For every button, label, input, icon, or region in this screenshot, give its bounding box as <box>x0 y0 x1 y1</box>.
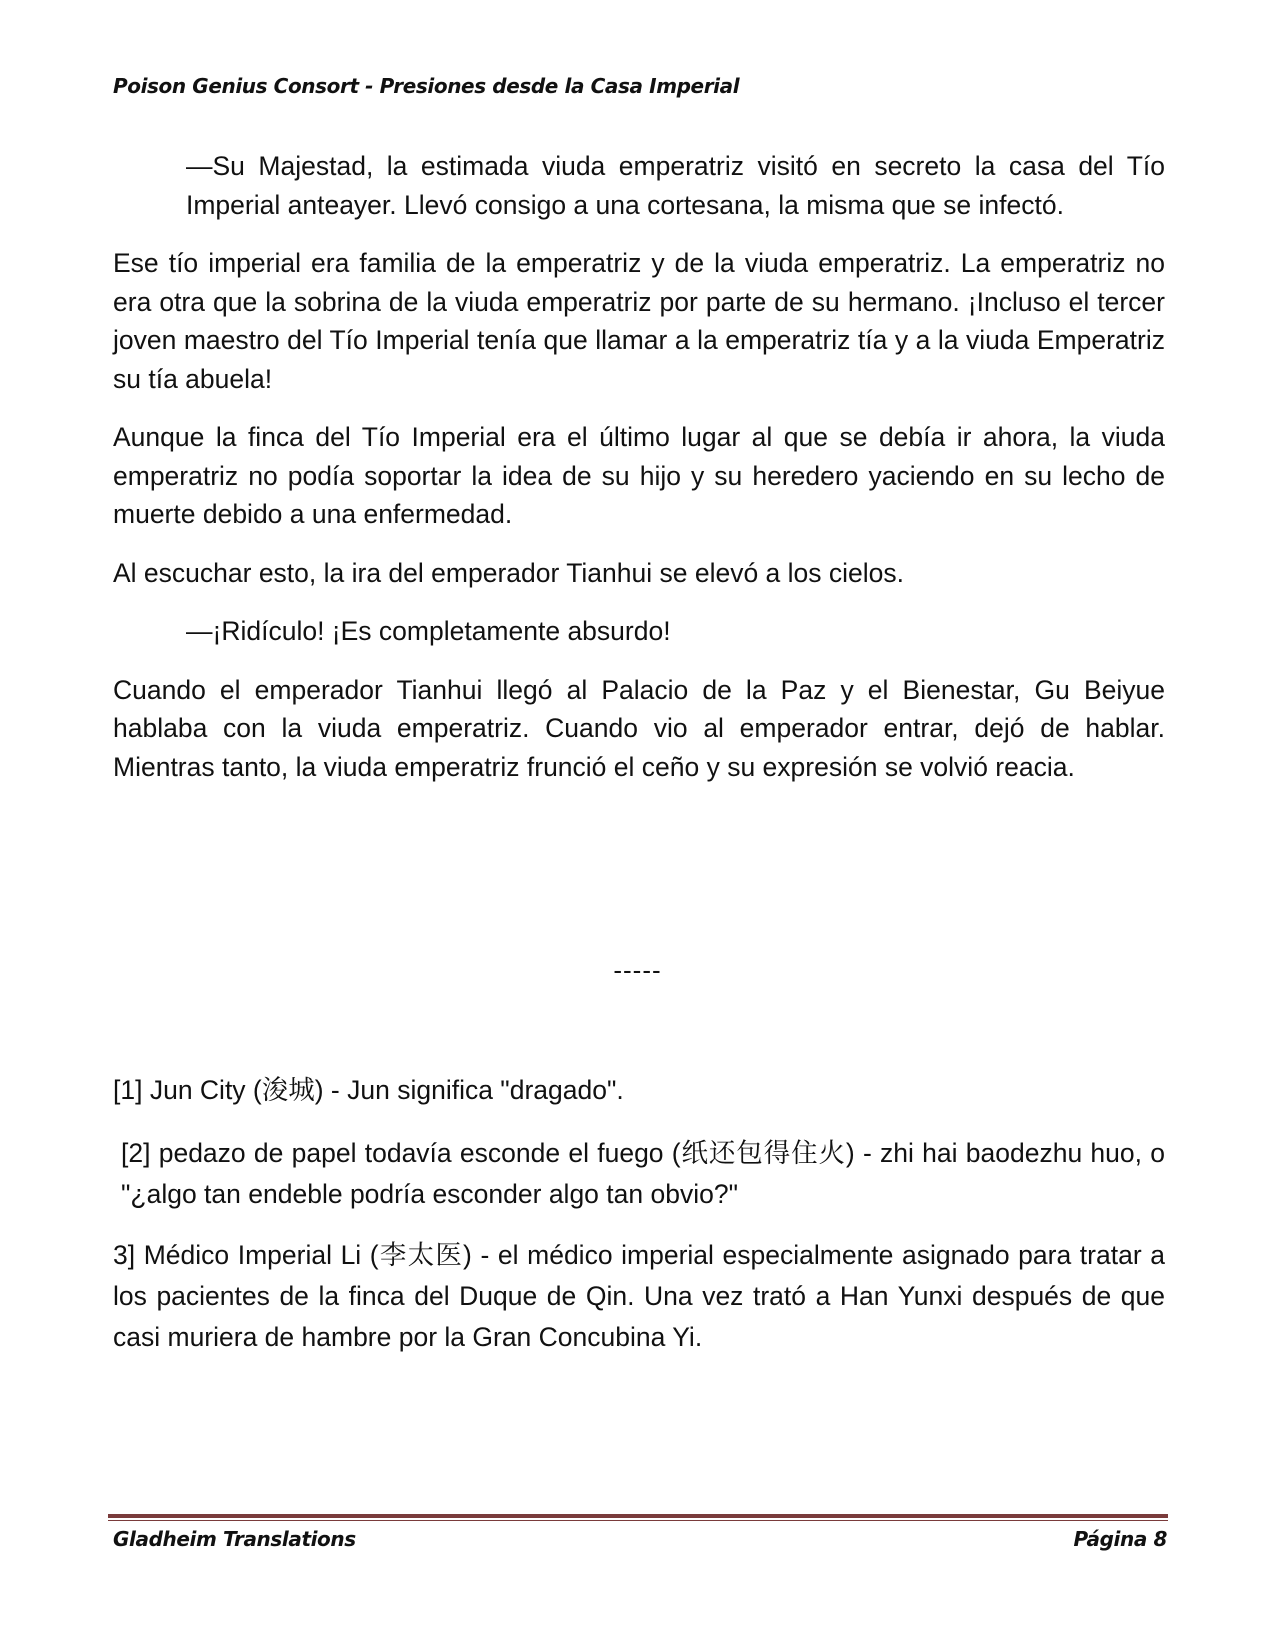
section-separator: ----- <box>613 955 662 985</box>
paragraph: Al escuchar esto, la ira del emperador Tianhui se elevó a los cielos. <box>113 557 905 588</box>
dialogue-paragraph: —¡Ridículo! ¡Es completamente absurdo! <box>186 616 671 646</box>
page-number: Página 8 <box>1073 1527 1167 1551</box>
dialogue-paragraph: —Su Majestad, la estimada viuda emperatriz visitó en secreto la casa del Tío Imperial anteayer. Llevó consigo a una cortesana, la misma que se infectó. <box>186 151 1165 220</box>
footer-divider <box>108 1514 1168 1521</box>
paragraph: Aunque la finca del Tío Imperial era el último lugar al que se debía ir ahora, la viuda emperatriz no podía soportar la idea de su hijo y su heredero yaciendo en su lecho de muerte debido a una enfermedad. <box>113 422 1165 529</box>
note-item: [2] pedazo de papel todavía esconde el fuego (纸还包得住火) - zhi hai baodezhu huo, o "¿algo tan endeble podría esconder algo tan obvio?" <box>121 1138 1165 1209</box>
body-text <box>113 147 1165 806</box>
footer-publisher: Gladheim Translations <box>113 1527 356 1551</box>
running-header: Poison Genius Consort - Presiones desde la Casa Imperial <box>113 74 740 98</box>
translator-notes <box>113 1070 1165 1378</box>
footer-divider-thin <box>108 1520 1168 1521</box>
note-item: 3] Médico Imperial Li (李太医) - el médico imperial especialmente asignado para tratar a los pacientes de la finca del Duque de Qin. Una vez trató a Han Yunxi después de que casi muriera de hambre por la Gran Concubina Yi. <box>113 1240 1165 1352</box>
note-item: [1] Jun City (浚城) - Jun significa "dragado". <box>113 1075 624 1105</box>
paragraph: Cuando el emperador Tianhui llegó al Palacio de la Paz y el Bienestar, Gu Beiyue hablaba con la viuda emperatriz. Cuando vio al emperador entrar, dejó de hablar. Mientras tanto, la viuda emperatriz frunció el ceño y su expresión se volvió reacia. <box>113 674 1165 782</box>
paragraph: Ese tío imperial era familia de la emperatriz y de la viuda emperatriz. La emperatriz no era otra que la sobrina de la viuda emperatriz por parte de su hermano. ¡Incluso el tercer joven maestro del Tío Imperial tenía que llamar a la emperatriz tía y a la viuda Emperatriz su tía abuela! <box>113 248 1165 394</box>
